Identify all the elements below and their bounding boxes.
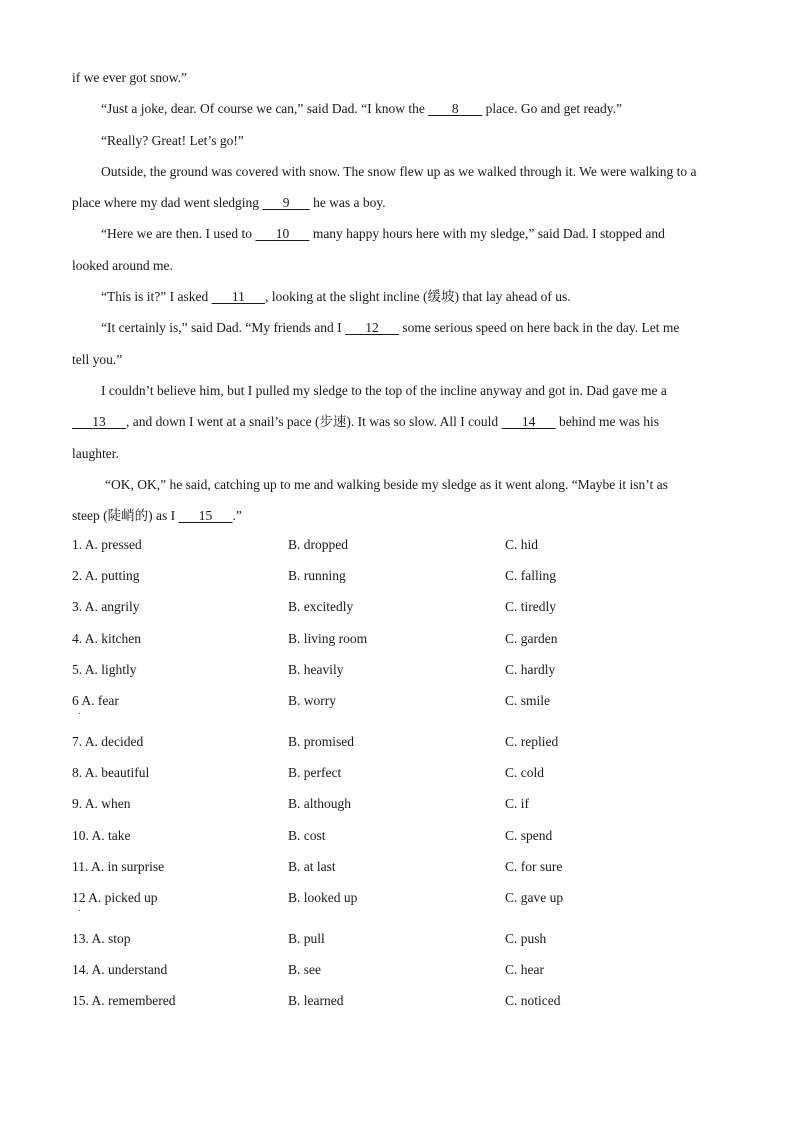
passage-text: laughter. bbox=[72, 445, 119, 461]
passage-line bbox=[72, 469, 722, 500]
passage-text: “Here we are then. I used to bbox=[101, 226, 256, 242]
question-number: 6 bbox=[72, 692, 79, 708]
option-a bbox=[72, 788, 131, 819]
passage-text: , and down I went at a snail’s pace (步速). It was so slow. All I could bbox=[126, 414, 502, 430]
option-b: B. see bbox=[288, 962, 321, 978]
passage-text: many happy hours here with my sledge,” said Dad. I stopped and bbox=[309, 226, 665, 242]
blank-9: 9 bbox=[262, 195, 310, 211]
option-c: C. hid bbox=[505, 537, 539, 552]
passage-line bbox=[72, 500, 722, 531]
option-c: C. for sure bbox=[505, 858, 563, 874]
option-c: C. push bbox=[505, 930, 547, 946]
option-row bbox=[72, 851, 722, 882]
passage-text: some serious speed on here back in the day. Let me bbox=[399, 320, 680, 336]
passage-text: he was a boy. bbox=[309, 195, 386, 211]
option-c: C. cold bbox=[505, 765, 544, 781]
option-b: B. dropped bbox=[288, 537, 348, 552]
option-a-text: A. angrily bbox=[84, 599, 140, 615]
question-number: 4. bbox=[72, 630, 83, 646]
answer-options bbox=[72, 529, 722, 1016]
option-a-text: A. understand bbox=[91, 962, 168, 978]
option-row bbox=[72, 529, 722, 560]
option-b: B. although bbox=[288, 796, 351, 812]
option-row bbox=[72, 757, 722, 788]
option-a-text: A. stop bbox=[91, 930, 131, 946]
option-c: C. falling bbox=[505, 568, 556, 584]
option-a-text: A. decided bbox=[84, 733, 144, 749]
question-number: 12 bbox=[72, 889, 86, 905]
option-a bbox=[72, 726, 143, 757]
passage-line bbox=[72, 218, 722, 249]
option-a-text: A. picked up bbox=[88, 889, 158, 905]
option-b: B. perfect bbox=[288, 765, 342, 781]
option-row bbox=[72, 788, 722, 819]
option-a bbox=[72, 529, 142, 560]
passage-line bbox=[72, 62, 722, 93]
passage-text: tell you.” bbox=[72, 351, 123, 367]
passage-line bbox=[72, 406, 722, 437]
option-row bbox=[72, 954, 722, 985]
option-a bbox=[72, 560, 140, 591]
question-number: 7. bbox=[72, 733, 83, 749]
story-passage bbox=[72, 62, 722, 531]
option-c: C. noticed bbox=[505, 993, 561, 1009]
passage-line bbox=[72, 375, 722, 406]
blank-12: 12 bbox=[345, 320, 400, 336]
option-a-text: A. kitchen bbox=[84, 630, 142, 646]
option-a-text: A. putting bbox=[84, 568, 140, 584]
passage-text: , looking at the slight incline (缓坡) that lay ahead of us. bbox=[265, 289, 571, 305]
option-a bbox=[72, 820, 131, 851]
passage-text: behind me was his bbox=[555, 414, 660, 430]
question-number: 5. bbox=[72, 661, 83, 677]
passage-text: I couldn’t believe him, but I pulled my sledge to the top of the incline anyway and got in. Dad gave me a bbox=[101, 382, 667, 398]
passage-line bbox=[72, 250, 722, 281]
passage-text: “OK, OK,” he said, catching up to me and walking beside my sledge as it went along. “Maybe it isn’t as bbox=[105, 476, 668, 492]
option-a-text: A. pressed bbox=[84, 537, 142, 552]
option-a bbox=[72, 954, 167, 985]
option-a-text: A. in surprise bbox=[91, 858, 165, 874]
question-number: 11. bbox=[72, 858, 89, 874]
option-a bbox=[72, 851, 164, 882]
option-b: B. looked up bbox=[288, 889, 358, 905]
passage-line bbox=[72, 312, 722, 343]
option-c: C. hear bbox=[505, 962, 544, 978]
passage-line bbox=[72, 156, 722, 187]
option-a-text: A. remembered bbox=[91, 993, 176, 1009]
blank-14: 14 bbox=[501, 414, 556, 430]
question-number: 1. bbox=[72, 537, 83, 552]
option-b: B. at last bbox=[288, 858, 336, 874]
option-a-text: A. when bbox=[84, 796, 131, 812]
passage-line bbox=[72, 93, 722, 124]
option-row bbox=[72, 985, 722, 1016]
option-a-text: A. beautiful bbox=[84, 765, 150, 781]
option-a-text: A. lightly bbox=[84, 661, 137, 677]
passage-text: .” bbox=[232, 508, 242, 524]
number-dot: . bbox=[78, 902, 81, 914]
option-row bbox=[72, 726, 722, 757]
number-dot: . bbox=[78, 705, 81, 717]
passage-text: Outside, the ground was covered with snow. The snow flew up as we walked through it. We were walking to a bbox=[101, 163, 697, 179]
option-c: C. spend bbox=[505, 827, 553, 843]
passage-line bbox=[72, 344, 722, 375]
question-number: 8. bbox=[72, 765, 83, 781]
option-a bbox=[72, 923, 131, 954]
passage-line bbox=[72, 125, 722, 156]
passage-line bbox=[72, 438, 722, 469]
option-a bbox=[72, 985, 175, 1016]
passage-text: place. Go and get ready.” bbox=[482, 101, 622, 117]
option-c: C. garden bbox=[505, 630, 558, 646]
option-a bbox=[72, 654, 137, 685]
option-a bbox=[72, 623, 141, 654]
question-number: 2. bbox=[72, 568, 83, 584]
option-row bbox=[72, 685, 722, 726]
option-c: C. if bbox=[505, 796, 530, 812]
option-a-text: A. take bbox=[91, 827, 131, 843]
option-a bbox=[72, 882, 158, 913]
option-b: B. excitedly bbox=[288, 599, 354, 615]
passage-text: “This is it?” I asked bbox=[101, 289, 212, 305]
option-row bbox=[72, 923, 722, 954]
option-a bbox=[72, 591, 140, 622]
option-b: B. living room bbox=[288, 630, 368, 646]
option-c: C. gave up bbox=[505, 889, 564, 905]
passage-text: place where my dad went sledging bbox=[72, 195, 263, 211]
option-a bbox=[72, 757, 149, 788]
blank-11: 11 bbox=[211, 289, 266, 305]
passage-text: if we ever got snow.” bbox=[72, 70, 187, 85]
option-row bbox=[72, 591, 722, 622]
option-b: B. pull bbox=[288, 930, 325, 946]
passage-text: “Just a joke, dear. Of course we can,” said Dad. “I know the bbox=[101, 101, 429, 117]
option-b: B. worry bbox=[288, 692, 336, 708]
question-number: 14. bbox=[72, 962, 89, 978]
option-b: B. running bbox=[288, 568, 346, 584]
blank-10: 10 bbox=[255, 226, 310, 242]
option-row bbox=[72, 560, 722, 591]
option-b: B. heavily bbox=[288, 661, 344, 677]
passage-line bbox=[72, 281, 722, 312]
question-number: 13. bbox=[72, 930, 89, 946]
option-row bbox=[72, 820, 722, 851]
option-c: C. smile bbox=[505, 692, 551, 708]
passage-line bbox=[72, 187, 722, 218]
option-c: C. hardly bbox=[505, 661, 556, 677]
option-b: B. cost bbox=[288, 827, 326, 843]
option-c: C. replied bbox=[505, 733, 559, 749]
passage-text: “It certainly is,” said Dad. “My friends and I bbox=[101, 320, 346, 336]
option-row bbox=[72, 882, 722, 923]
blank-13: 13 bbox=[72, 414, 126, 430]
option-a-text: A. fear bbox=[81, 692, 119, 708]
passage-text: “Really? Great! Let’s go!” bbox=[101, 132, 244, 148]
option-c: C. tiredly bbox=[505, 599, 556, 615]
blank-15: 15 bbox=[178, 508, 233, 524]
question-number: 3. bbox=[72, 599, 83, 615]
question-number: 15. bbox=[72, 993, 89, 1009]
blank-8: 8 bbox=[428, 101, 483, 117]
question-number: 10. bbox=[72, 827, 89, 843]
option-b: B. promised bbox=[288, 733, 354, 749]
option-row bbox=[72, 654, 722, 685]
passage-text: looked around me. bbox=[72, 257, 173, 273]
passage-text: steep (陡峭的) as I bbox=[72, 508, 179, 524]
option-b: B. learned bbox=[288, 993, 344, 1009]
question-number: 9. bbox=[72, 796, 83, 812]
option-row bbox=[72, 623, 722, 654]
